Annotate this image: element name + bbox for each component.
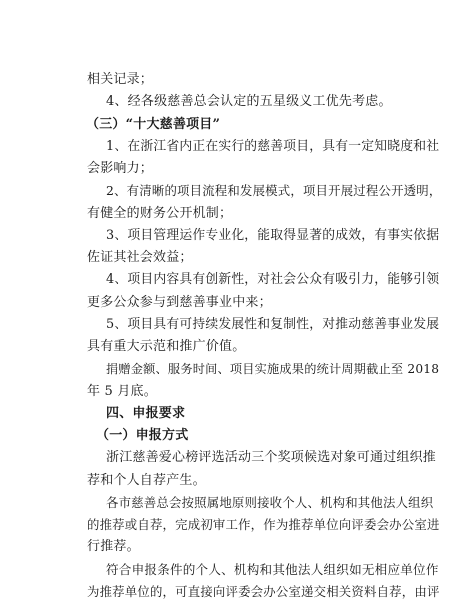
text-line: 相关记录；: [87, 72, 154, 87]
text-line: 各市慈善总会按照属地原则接收个人、机构和其他法人组织: [106, 495, 434, 510]
text-line: 行推荐。: [87, 539, 140, 554]
text-line: 的推荐或自荐，完成初审工作，作为推荐单位向评委会办公室进: [87, 517, 440, 532]
text-line: 为推荐单位的，可直接向评委会办公室递交相关资料自荐，由评: [87, 584, 440, 599]
section-heading: （三）“十大慈善项目”: [86, 117, 221, 132]
text-line: 4、项目内容具有创新性，对社会公众有吸引力，能够引领: [106, 272, 440, 287]
text-line: 1、在浙江省内正在实行的慈善项目，具有一定知晓度和社: [106, 139, 440, 154]
subsection-heading: （一）申报方式: [96, 428, 189, 443]
text-line: 符合申报条件的个人、机构和其他法人组织如无相应单位作: [106, 562, 439, 577]
text-line: 浙江慈善爱心榜评选活动三个奖项候选对象可通过组织推: [106, 450, 437, 465]
text-line: 荐和个人自荐产生。: [87, 473, 206, 488]
section-heading: 四、申报要求: [106, 406, 186, 421]
text-line: 更多公众参与到慈善事业中来；: [87, 295, 272, 310]
text-line: 3、项目管理运作专业化，能取得显著的成效，有事实依据: [106, 228, 440, 243]
text-line: 佐证其社会效益；: [87, 250, 193, 265]
text-line: 捐赠金额、服务时间、项目实施成果的统计周期截止至 2018: [106, 362, 440, 376]
text-line: 4、经各级慈善总会认定的五星级义工优先考虑。: [106, 94, 392, 109]
text-line: 具有重大示范和推广价值。: [87, 339, 246, 354]
text-line: 年 5 月底。: [87, 384, 157, 399]
text-line: 2、有清晰的项目流程和发展模式，项目开展过程公开透明，: [106, 183, 442, 198]
text-line: 会影响力；: [87, 161, 154, 176]
text-line: 5、项目具有可持续发展性和复制性，对推动慈善事业发展: [106, 317, 440, 332]
text-line: 有健全的财务公开机制；: [87, 206, 233, 221]
